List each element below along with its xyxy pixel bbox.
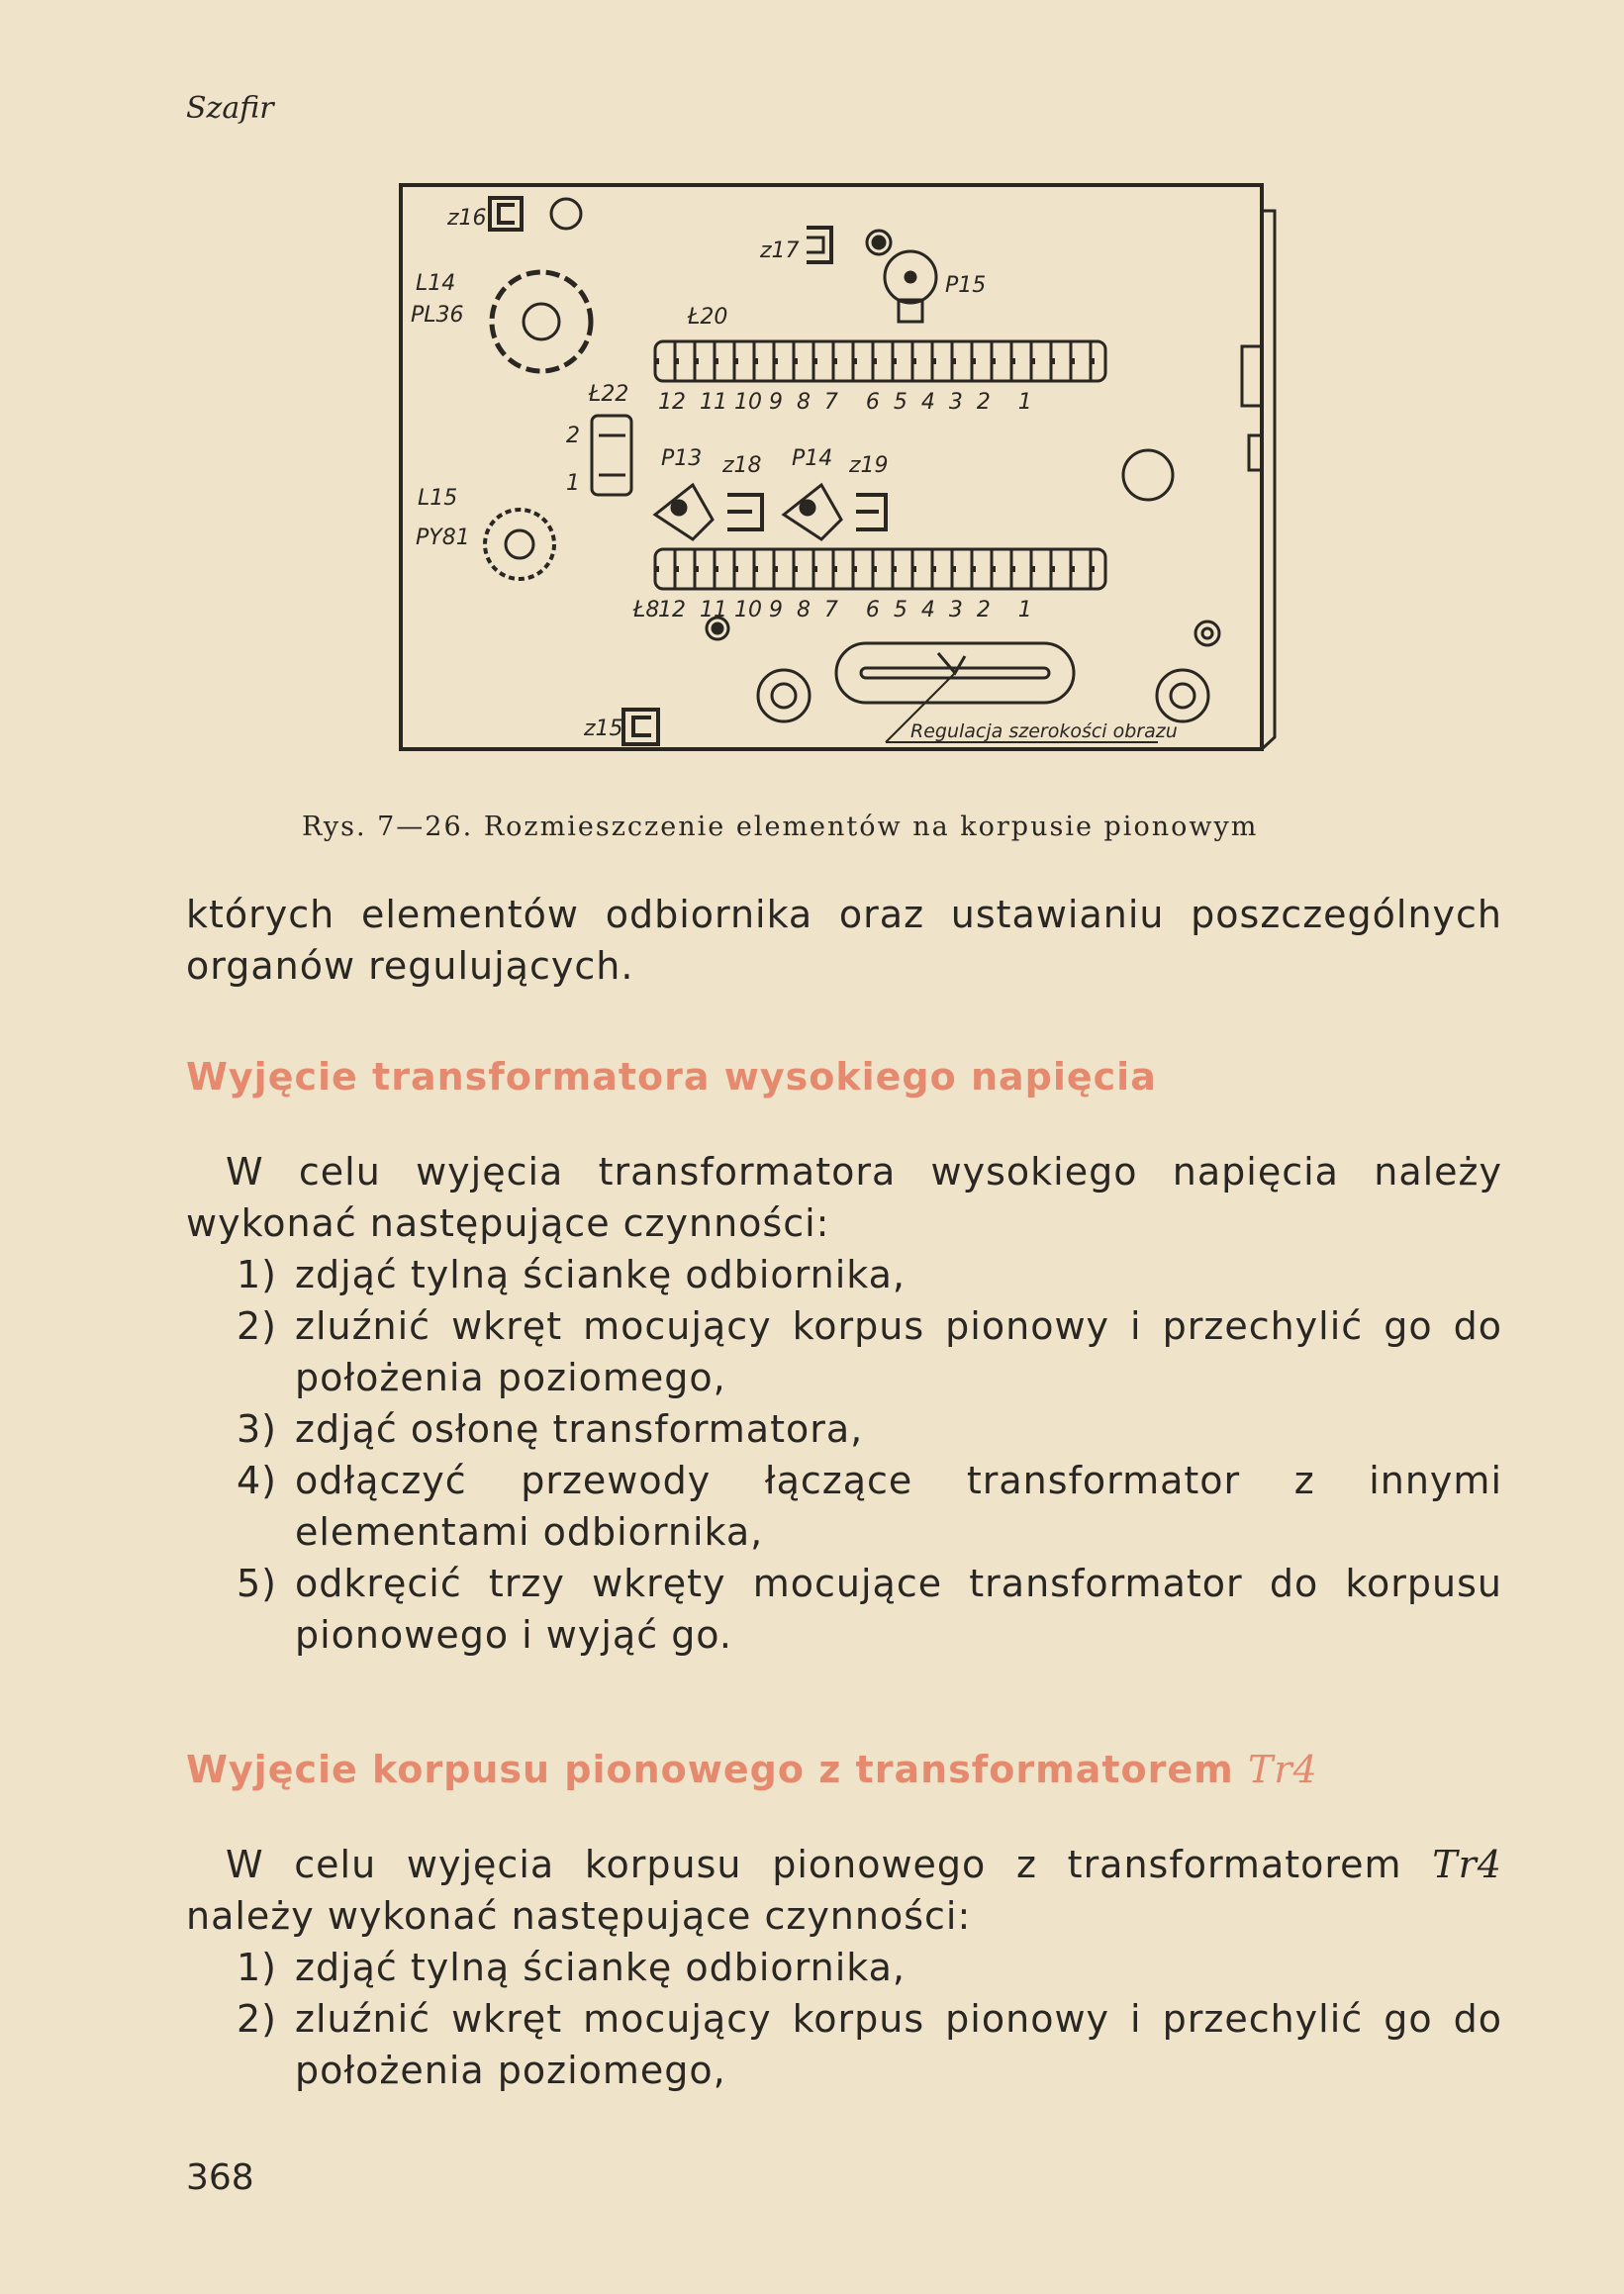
- label-p13: P13: [661, 446, 703, 471]
- label-z15: z15: [584, 717, 623, 741]
- label-z17: z17: [760, 239, 800, 263]
- chassis-diagram: [396, 183, 1296, 772]
- section2-body: [186, 1839, 1502, 2096]
- list-item: 5) odkręcić trzy wkręty mocujące transformator do korpusu pionowego i wyjąć go.: [236, 1562, 1502, 1657]
- label-p14: P14: [792, 446, 833, 471]
- label-z16: z16: [447, 206, 487, 231]
- label-z18: z18: [722, 453, 762, 478]
- label-row2-numbers: 12 11 10 9 8 7 6 5 4 3 2 1: [658, 598, 1032, 622]
- label-row1-numbers: 12 11 10 9 8 7 6 5 4 3 2 1: [658, 390, 1032, 415]
- list-item: 4) odłączyć przewody łączące transformator z innymi elementami odbiornika,: [236, 1459, 1502, 1554]
- section1-lead: W celu wyjęcia transformatora wysokiego napięcia należy wykonać następujące czynności:: [186, 1150, 1502, 1245]
- label-l15: L15: [418, 486, 458, 511]
- list-item: 2) zluźnić wkręt mocujący korpus pionowy i przechylić go do położenia poziomego,: [236, 1304, 1502, 1399]
- section1-heading: Wyjęcie transformatora wysokiego napięcia: [186, 1055, 1157, 1099]
- label-pl36: PL36: [411, 303, 464, 328]
- label-2: 2: [566, 424, 580, 448]
- section2-lead: W celu wyjęcia korpusu pionowego z transformatorem Tr4 należy wykonać następujące czynności:: [186, 1843, 1502, 1938]
- section1-body: [186, 1146, 1502, 1661]
- running-title: Szafir: [186, 91, 274, 126]
- label-l14: L14: [416, 271, 456, 296]
- label-p15: P15: [945, 273, 987, 298]
- label-regulacja: Regulacja szerokości obrazu: [910, 720, 1178, 742]
- list-item: 3) zdjąć osłonę transformatora,: [236, 1407, 864, 1451]
- label-l22: Ł22: [589, 382, 629, 407]
- list-item: 1) zdjąć tylną ściankę odbiornika,: [236, 1253, 906, 1296]
- label-l8: Ł8: [633, 598, 660, 622]
- page-number: 368: [186, 2157, 254, 2198]
- intro-paragraph: których elementów odbiornika oraz ustawianiu poszczególnych organów regulujących.: [186, 893, 1502, 988]
- label-1: 1: [566, 471, 580, 496]
- section2-heading: Wyjęcie korpusu pionowego z transformatorem Tr4: [186, 1748, 1318, 1791]
- figure-caption: Rys. 7—26. Rozmieszczenie elementów na korpusie pionowym: [302, 812, 1259, 842]
- list-item: 1) zdjąć tylną ściankę odbiornika,: [236, 1946, 906, 1989]
- label-l20: Ł20: [688, 305, 728, 330]
- label-z19: z19: [849, 453, 889, 478]
- list-item: 2) zluźnić wkręt mocujący korpus pionowy i przechylić go do położenia poziomego,: [236, 1997, 1502, 2092]
- label-py81: PY81: [416, 526, 470, 550]
